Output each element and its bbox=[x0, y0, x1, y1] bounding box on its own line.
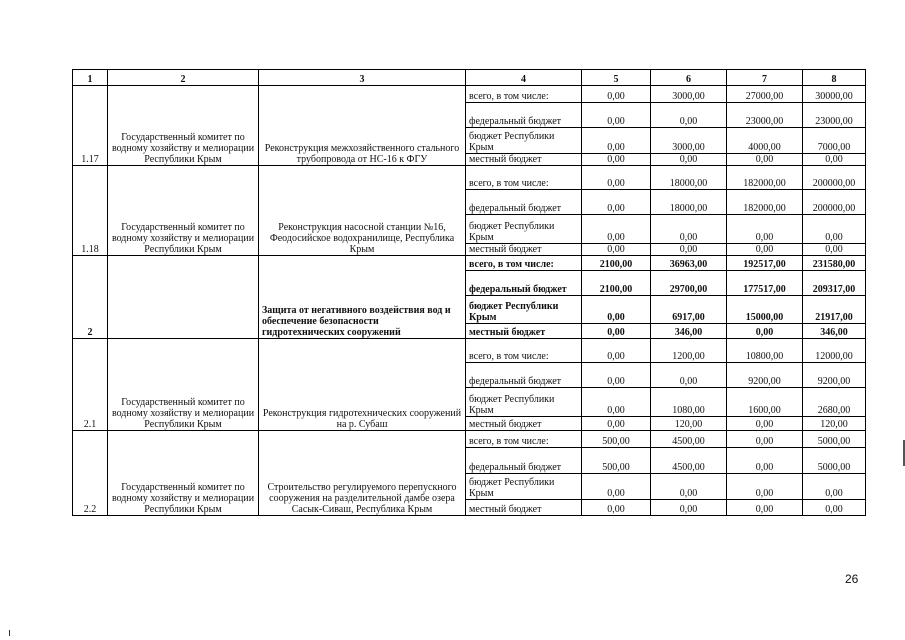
scan-dot-mark bbox=[9, 630, 10, 636]
item-number: 1.18 bbox=[73, 166, 108, 256]
amount-cell: 0,00 bbox=[582, 166, 651, 190]
amount-cell: 0,00 bbox=[651, 154, 727, 166]
amount-cell: 182000,00 bbox=[727, 190, 803, 215]
amount-cell: 29700,00 bbox=[651, 271, 727, 296]
amount-cell: 0,00 bbox=[727, 417, 803, 431]
funding-source-label: местный бюджет bbox=[466, 324, 582, 339]
amount-cell: 200000,00 bbox=[803, 190, 866, 215]
amount-cell: 1600,00 bbox=[727, 388, 803, 417]
amount-cell: 1080,00 bbox=[651, 388, 727, 417]
header-cell: 7 bbox=[727, 70, 803, 86]
budget-table bbox=[72, 69, 866, 516]
table-row bbox=[73, 256, 866, 271]
amount-cell: 0,00 bbox=[727, 324, 803, 339]
amount-cell: 5000,00 bbox=[803, 448, 866, 474]
funding-source-label: местный бюджет bbox=[466, 244, 582, 256]
funding-source-label: бюджет Республики Крым bbox=[466, 474, 582, 500]
table-row bbox=[73, 166, 866, 190]
item-number: 2.1 bbox=[73, 339, 108, 431]
funding-source-label: федеральный бюджет bbox=[466, 190, 582, 215]
amount-cell: 0,00 bbox=[651, 363, 727, 388]
table-row bbox=[73, 431, 866, 448]
amount-cell: 0,00 bbox=[727, 431, 803, 448]
amount-cell: 0,00 bbox=[727, 154, 803, 166]
funding-source-label: бюджет Республики Крым bbox=[466, 388, 582, 417]
amount-cell: 0,00 bbox=[582, 388, 651, 417]
amount-cell: 36963,00 bbox=[651, 256, 727, 271]
amount-cell: 27000,00 bbox=[727, 86, 803, 103]
amount-cell: 192517,00 bbox=[727, 256, 803, 271]
amount-cell: 2100,00 bbox=[582, 271, 651, 296]
amount-cell: 2680,00 bbox=[803, 388, 866, 417]
amount-cell: 21917,00 bbox=[803, 296, 866, 324]
amount-cell: 0,00 bbox=[803, 215, 866, 244]
responsible-org bbox=[108, 256, 259, 339]
header-cell: 2 bbox=[108, 70, 259, 86]
amount-cell: 0,00 bbox=[582, 296, 651, 324]
funding-source-label: всего, в том числе: bbox=[466, 166, 582, 190]
responsible-org: Государственный комитет по водному хозяйству и мелиорации Республики Крым bbox=[108, 166, 259, 256]
amount-cell: 0,00 bbox=[727, 448, 803, 474]
table-row bbox=[73, 339, 866, 363]
funding-source-label: местный бюджет bbox=[466, 154, 582, 166]
funding-source-label: федеральный бюджет bbox=[466, 448, 582, 474]
amount-cell: 0,00 bbox=[582, 128, 651, 154]
funding-source-label: всего, в том числе: bbox=[466, 256, 582, 271]
amount-cell: 30000,00 bbox=[803, 86, 866, 103]
funding-source-label: федеральный бюджет bbox=[466, 271, 582, 296]
amount-cell: 3000,00 bbox=[651, 128, 727, 154]
measure-name: Строительство регулируемого перепускного сооружения на разделительной дамбе озера Сасык-Сиваш, Республика Крым bbox=[259, 431, 466, 516]
table-row bbox=[73, 86, 866, 103]
amount-cell: 0,00 bbox=[803, 474, 866, 500]
amount-cell: 0,00 bbox=[582, 363, 651, 388]
amount-cell: 0,00 bbox=[582, 215, 651, 244]
amount-cell: 120,00 bbox=[651, 417, 727, 431]
amount-cell: 23000,00 bbox=[803, 103, 866, 128]
amount-cell: 3000,00 bbox=[651, 86, 727, 103]
measure-name: Реконструкция гидротехнических сооружений на р. Субаш bbox=[259, 339, 466, 431]
funding-source-label: всего, в том числе: bbox=[466, 86, 582, 103]
header-cell: 8 bbox=[803, 70, 866, 86]
amount-cell: 0,00 bbox=[803, 244, 866, 256]
amount-cell: 0,00 bbox=[582, 154, 651, 166]
amount-cell: 346,00 bbox=[651, 324, 727, 339]
amount-cell: 500,00 bbox=[582, 431, 651, 448]
amount-cell: 2100,00 bbox=[582, 256, 651, 271]
amount-cell: 0,00 bbox=[651, 500, 727, 516]
amount-cell: 23000,00 bbox=[727, 103, 803, 128]
amount-cell: 209317,00 bbox=[803, 271, 866, 296]
item-number: 2 bbox=[73, 256, 108, 339]
amount-cell: 12000,00 bbox=[803, 339, 866, 363]
amount-cell: 0,00 bbox=[651, 103, 727, 128]
measure-name: Реконструкция межхозяйственного стального трубопровода от НС-16 к ФГУ bbox=[259, 86, 466, 166]
amount-cell: 0,00 bbox=[727, 500, 803, 516]
amount-cell: 0,00 bbox=[651, 244, 727, 256]
amount-cell: 18000,00 bbox=[651, 190, 727, 215]
amount-cell: 0,00 bbox=[803, 154, 866, 166]
amount-cell: 0,00 bbox=[727, 215, 803, 244]
measure-name: Реконструкция насосной станции №16, Феодосийское водохранилище, Республика Крым bbox=[259, 166, 466, 256]
amount-cell: 231580,00 bbox=[803, 256, 866, 271]
amount-cell: 0,00 bbox=[582, 86, 651, 103]
measure-name: Защита от негативного воздействия вод и обеспечение безопасности гидротехнических сооружений bbox=[259, 256, 466, 339]
amount-cell: 0,00 bbox=[582, 103, 651, 128]
funding-source-label: бюджет Республики Крым bbox=[466, 296, 582, 324]
amount-cell: 0,00 bbox=[582, 190, 651, 215]
funding-source-label: всего, в том числе: bbox=[466, 431, 582, 448]
amount-cell: 200000,00 bbox=[803, 166, 866, 190]
amount-cell: 4500,00 bbox=[651, 448, 727, 474]
amount-cell: 9200,00 bbox=[803, 363, 866, 388]
funding-source-label: федеральный бюджет bbox=[466, 103, 582, 128]
funding-source-label: федеральный бюджет bbox=[466, 363, 582, 388]
amount-cell: 15000,00 bbox=[727, 296, 803, 324]
header-cell: 5 bbox=[582, 70, 651, 86]
amount-cell: 0,00 bbox=[727, 244, 803, 256]
amount-cell: 0,00 bbox=[582, 324, 651, 339]
amount-cell: 18000,00 bbox=[651, 166, 727, 190]
amount-cell: 346,00 bbox=[803, 324, 866, 339]
amount-cell: 10800,00 bbox=[727, 339, 803, 363]
amount-cell: 4500,00 bbox=[651, 431, 727, 448]
amount-cell: 182000,00 bbox=[727, 166, 803, 190]
amount-cell: 0,00 bbox=[582, 244, 651, 256]
header-row bbox=[73, 70, 866, 86]
header-cell: 4 bbox=[466, 70, 582, 86]
amount-cell: 120,00 bbox=[803, 417, 866, 431]
amount-cell: 0,00 bbox=[582, 339, 651, 363]
amount-cell: 177517,00 bbox=[727, 271, 803, 296]
amount-cell: 4000,00 bbox=[727, 128, 803, 154]
amount-cell: 0,00 bbox=[582, 474, 651, 500]
amount-cell: 0,00 bbox=[803, 500, 866, 516]
funding-source-label: бюджет Республики Крым bbox=[466, 128, 582, 154]
page-number: 26 bbox=[845, 572, 859, 586]
item-number: 1.17 bbox=[73, 86, 108, 166]
responsible-org: Государственный комитет по водному хозяйству и мелиорации Республики Крым bbox=[108, 431, 259, 516]
funding-source-label: бюджет Республики Крым bbox=[466, 215, 582, 244]
funding-source-label: всего, в том числе: bbox=[466, 339, 582, 363]
funding-source-label: местный бюджет bbox=[466, 500, 582, 516]
header-cell: 3 bbox=[259, 70, 466, 86]
table-body bbox=[73, 70, 866, 516]
amount-cell: 0,00 bbox=[582, 417, 651, 431]
header-cell: 6 bbox=[651, 70, 727, 86]
item-number: 2.2 bbox=[73, 431, 108, 516]
amount-cell: 0,00 bbox=[651, 474, 727, 500]
responsible-org: Государственный комитет по водному хозяйству и мелиорации Республики Крым bbox=[108, 86, 259, 166]
amount-cell: 1200,00 bbox=[651, 339, 727, 363]
amount-cell: 0,00 bbox=[727, 474, 803, 500]
funding-source-label: местный бюджет bbox=[466, 417, 582, 431]
amount-cell: 6917,00 bbox=[651, 296, 727, 324]
amount-cell: 0,00 bbox=[651, 215, 727, 244]
header-cell: 1 bbox=[73, 70, 108, 86]
amount-cell: 0,00 bbox=[582, 500, 651, 516]
responsible-org: Государственный комитет по водному хозяйству и мелиорации Республики Крым bbox=[108, 339, 259, 431]
amount-cell: 5000,00 bbox=[803, 431, 866, 448]
amount-cell: 9200,00 bbox=[727, 363, 803, 388]
amount-cell: 7000,00 bbox=[803, 128, 866, 154]
amount-cell: 500,00 bbox=[582, 448, 651, 474]
